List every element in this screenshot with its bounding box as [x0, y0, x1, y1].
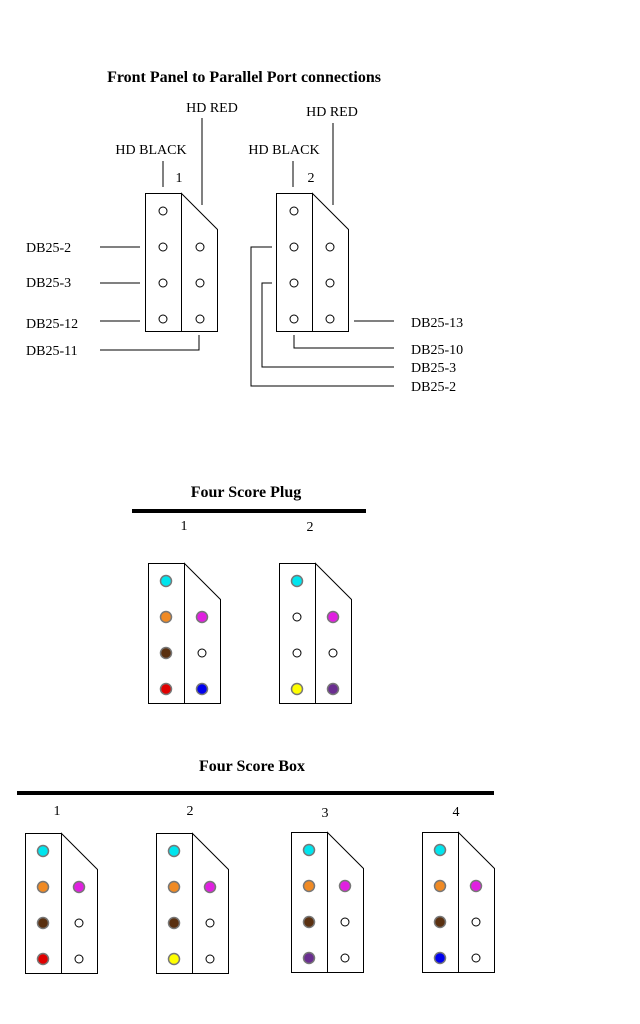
connector-2 [280, 520, 352, 704]
pin-l4 [292, 684, 303, 695]
pin-l3 [38, 918, 49, 929]
connector-number: 1 [53, 804, 61, 819]
pin [159, 279, 167, 287]
pin-r3 [329, 649, 337, 657]
pin-r4 [197, 684, 208, 695]
pin-l2 [38, 882, 49, 893]
db25-3-label-left: DB25-3 [26, 276, 72, 291]
pin-l4 [304, 953, 315, 964]
hd-red-label-1: HD RED [186, 101, 238, 116]
pin-r3 [206, 919, 214, 927]
connector-right-column [313, 194, 349, 332]
pin [196, 243, 204, 251]
pin-l2 [435, 881, 446, 892]
connector-1 [26, 804, 98, 974]
connector-1 [149, 519, 221, 704]
connector-number: 3 [321, 806, 329, 821]
pin-l1 [161, 576, 172, 587]
pin-r4 [206, 955, 214, 963]
hd-black-label-1: HD BLACK [115, 143, 187, 158]
pin-l4 [161, 684, 172, 695]
pin-l3 [435, 917, 446, 928]
front-panel-title: Front Panel to Parallel Port connections [107, 69, 381, 86]
pin-r2 [74, 882, 85, 893]
connector-number: 1 [180, 519, 188, 534]
connector-number: 2 [306, 520, 314, 535]
connector-right-column [459, 833, 495, 973]
pin-l3 [293, 649, 301, 657]
pin-l3 [304, 917, 315, 928]
pin [196, 315, 204, 323]
four-score-box-connectors [26, 804, 495, 974]
pin [290, 207, 298, 215]
pin-r4 [341, 954, 349, 962]
front-panel-connector-1 [26, 101, 238, 359]
pin [290, 279, 298, 287]
pin-r3 [472, 918, 480, 926]
pin [290, 243, 298, 251]
pin-l2 [169, 882, 180, 893]
pin-r4 [328, 684, 339, 695]
pin-l3 [161, 648, 172, 659]
pin-r2 [340, 881, 351, 892]
connector-right-column [328, 833, 364, 973]
pin-r3 [198, 649, 206, 657]
connector-right-column [62, 834, 98, 974]
pin [159, 315, 167, 323]
connector-right-column [316, 564, 352, 704]
pin [326, 243, 334, 251]
db25-2-label-right: DB25-2 [411, 380, 457, 395]
pin-r3 [75, 919, 83, 927]
hd-red-label-2: HD RED [306, 105, 358, 120]
pin [326, 315, 334, 323]
pin-r4 [472, 954, 480, 962]
four-score-plug-connectors [149, 519, 352, 704]
db25-11-lead-left [100, 335, 199, 350]
front-panel-connector-2 [248, 105, 463, 395]
pin [290, 315, 298, 323]
connector-3 [292, 806, 364, 973]
connector-right-column [182, 194, 218, 332]
connector-right-column [185, 564, 221, 704]
pin-l4 [169, 954, 180, 965]
pin-l1 [38, 846, 49, 857]
pin-r3 [341, 918, 349, 926]
db25-13-label: DB25-13 [411, 316, 464, 331]
pin [326, 279, 334, 287]
connector-number: 2 [186, 804, 194, 819]
connector-4 [423, 805, 495, 973]
db25-10-lead [294, 335, 394, 348]
connector-right-column [193, 834, 229, 974]
pin-l1 [304, 845, 315, 856]
pin [159, 243, 167, 251]
pin-r2 [205, 882, 216, 893]
db25-3-label-right: DB25-3 [411, 361, 457, 376]
db25-10-label: DB25-10 [411, 343, 464, 358]
pin-l2 [304, 881, 315, 892]
connector-number: 4 [452, 805, 460, 820]
pin-l4 [38, 954, 49, 965]
pin-l2 [161, 612, 172, 623]
pin-l4 [435, 953, 446, 964]
pin-r2 [197, 612, 208, 623]
pin [159, 207, 167, 215]
hd-black-label-2: HD BLACK [248, 143, 320, 158]
db25-2-label-left: DB25-2 [26, 241, 72, 256]
four-score-box-title: Four Score Box [198, 758, 306, 775]
pin-l3 [169, 918, 180, 929]
pin-r4 [75, 955, 83, 963]
pin-l1 [292, 576, 303, 587]
pin-l2 [293, 613, 301, 621]
connector-number-2: 2 [307, 171, 315, 186]
pin-l1 [169, 846, 180, 857]
db25-11-label-left: DB25-11 [26, 344, 78, 359]
pin-r2 [328, 612, 339, 623]
pin-r2 [471, 881, 482, 892]
four-score-plug-title: Four Score Plug [190, 484, 302, 501]
pin-l1 [435, 845, 446, 856]
connector-number-1: 1 [175, 171, 183, 186]
pin [196, 279, 204, 287]
connector-2 [157, 804, 229, 974]
db25-12-label-left: DB25-12 [26, 317, 79, 332]
